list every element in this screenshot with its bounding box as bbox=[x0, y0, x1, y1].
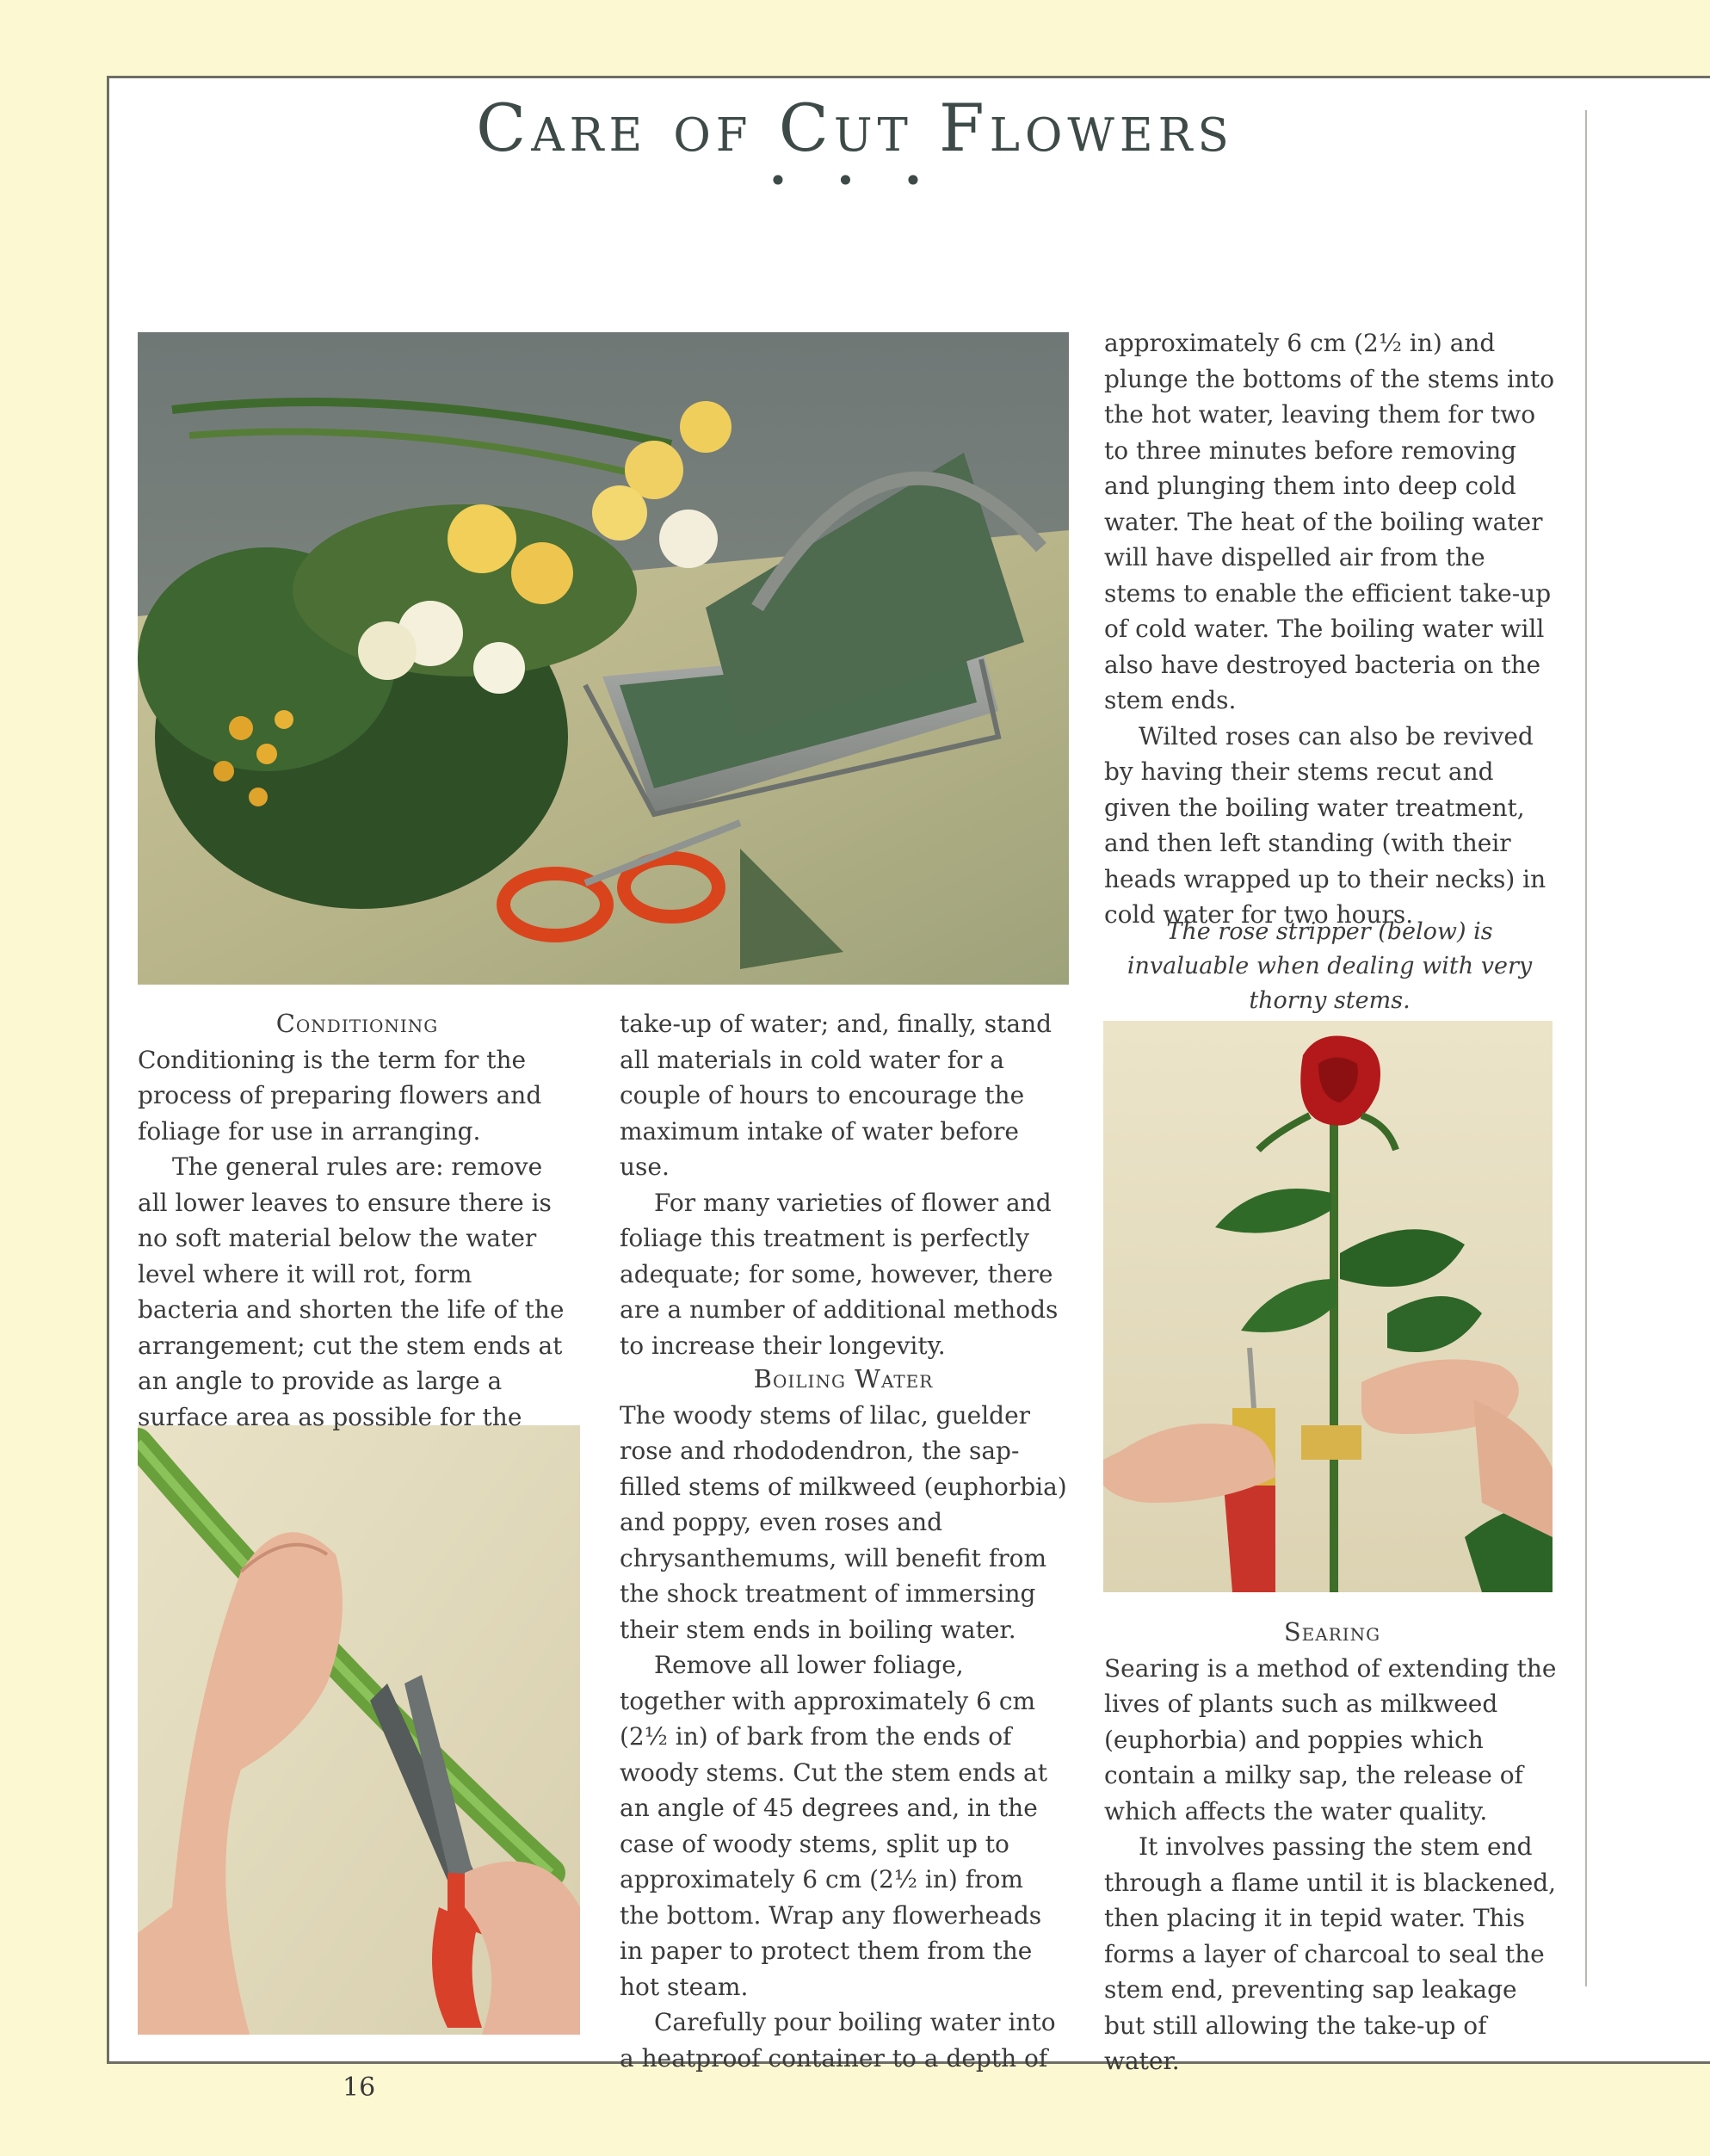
searing-heading: Searing bbox=[1283, 1617, 1381, 1646]
middle-column bbox=[620, 1006, 1067, 1363]
flowers-trug-photo bbox=[138, 332, 1069, 985]
right-margin-rule bbox=[1585, 110, 1587, 1986]
searing-paragraph-2: It involves passing the stem end through a flame until it is blackened, then placing it in tepid water. This forms a layer of charcoal to seal the stem end, preventing sap leakage but still allowing the take-up of water. bbox=[1104, 1832, 1557, 2075]
cutting-stem-illustration bbox=[138, 1425, 580, 2035]
flowers-trug-illustration bbox=[138, 332, 1069, 985]
conditioning-paragraph-2: The general rules are: remove all lower leaves to ensure there is no soft material below the water level where it will rot, form bacteria and shorten the life of the arrangement; cut the stem ends at an angle to provide as large a surface area as possible for the bbox=[138, 1152, 565, 1431]
additional-methods-paragraph: For many varieties of flower and foliage this treatment is perfectly adequate; for some, however, there are a number of additional methods to increase their longevity. bbox=[620, 1188, 1059, 1360]
title-ornament: • • • bbox=[768, 162, 942, 200]
conditioning-continued-paragraph: take-up of water; and, finally, stand all materials in cold water for a couple of hours to encourage the maximum intake of water before use. bbox=[620, 1010, 1053, 1181]
searing-paragraph-1: Searing is a method of extending the lives of plants such as milkweed (euphorbia) and poppies which contain a milky sap, the release of which affects the water quality. bbox=[1104, 1653, 1557, 1825]
boiling-water-paragraph-2: Remove all lower foliage, together with approximately 6 cm (2½ in) of bark from the ends of woody stems. Cut the stem ends at an angle of 45 degrees and, in the case of woody stems, split up to approximately 6 cm (2½ in) from the bottom. Wrap any flowerheads in paper to protect them from the hot steam. bbox=[620, 1651, 1047, 2001]
rose-stripper-photo bbox=[1103, 1021, 1553, 1592]
page-title: Care of Cut Flowers bbox=[476, 90, 1234, 166]
conditioning-heading: Conditioning bbox=[275, 1009, 439, 1038]
searing-column bbox=[1104, 1615, 1560, 2079]
boiling-water-heading: Boiling Water bbox=[753, 1364, 934, 1393]
conditioning-paragraph-1: Conditioning is the term for the process of preparing flowers and foliage for use in arranging. bbox=[138, 1045, 542, 1146]
rose-stripper-caption: The rose stripper (below) is invaluable when dealing with very thorny stems. bbox=[1127, 918, 1533, 1014]
page-number: 16 bbox=[343, 2073, 376, 2103]
rose-stripper-illustration bbox=[1103, 1021, 1553, 1592]
wilted-roses-paragraph: Wilted roses can also be revived by having their stems recut and given the boiling water treatment, and then left standing (with their heads wrapped up to their necks) in cold water for two hours. bbox=[1104, 721, 1546, 929]
boiling-water-paragraph-3: Carefully pour boiling water into a heatproof container to a depth of bbox=[620, 2008, 1056, 2073]
boiling-continued-paragraph: approximately 6 cm (2½ in) and plunge the bottoms of the stems into the hot water, leaving them for two to three minutes before removing and plunging them into deep cold water. The heat of the boiling water will have dispelled air from the stems to enable the efficient take-up of cold water. The boiling water will also have destroyed bacteria on the stem ends. bbox=[1104, 329, 1555, 714]
top-right-column bbox=[1104, 325, 1560, 933]
boiling-water-paragraph-1: The woody stems of lilac, guelder rose and rhododendron, the sap-filled stems of milkweed (euphorbia) and poppy, even roses and chrysanthemums, will benefit from the shock treatment of immersing their stem ends in boiling water. bbox=[620, 1400, 1067, 1644]
cutting-stem-photo bbox=[138, 1425, 580, 2035]
conditioning-column bbox=[138, 1006, 577, 1435]
boiling-water-column bbox=[620, 1362, 1067, 2076]
